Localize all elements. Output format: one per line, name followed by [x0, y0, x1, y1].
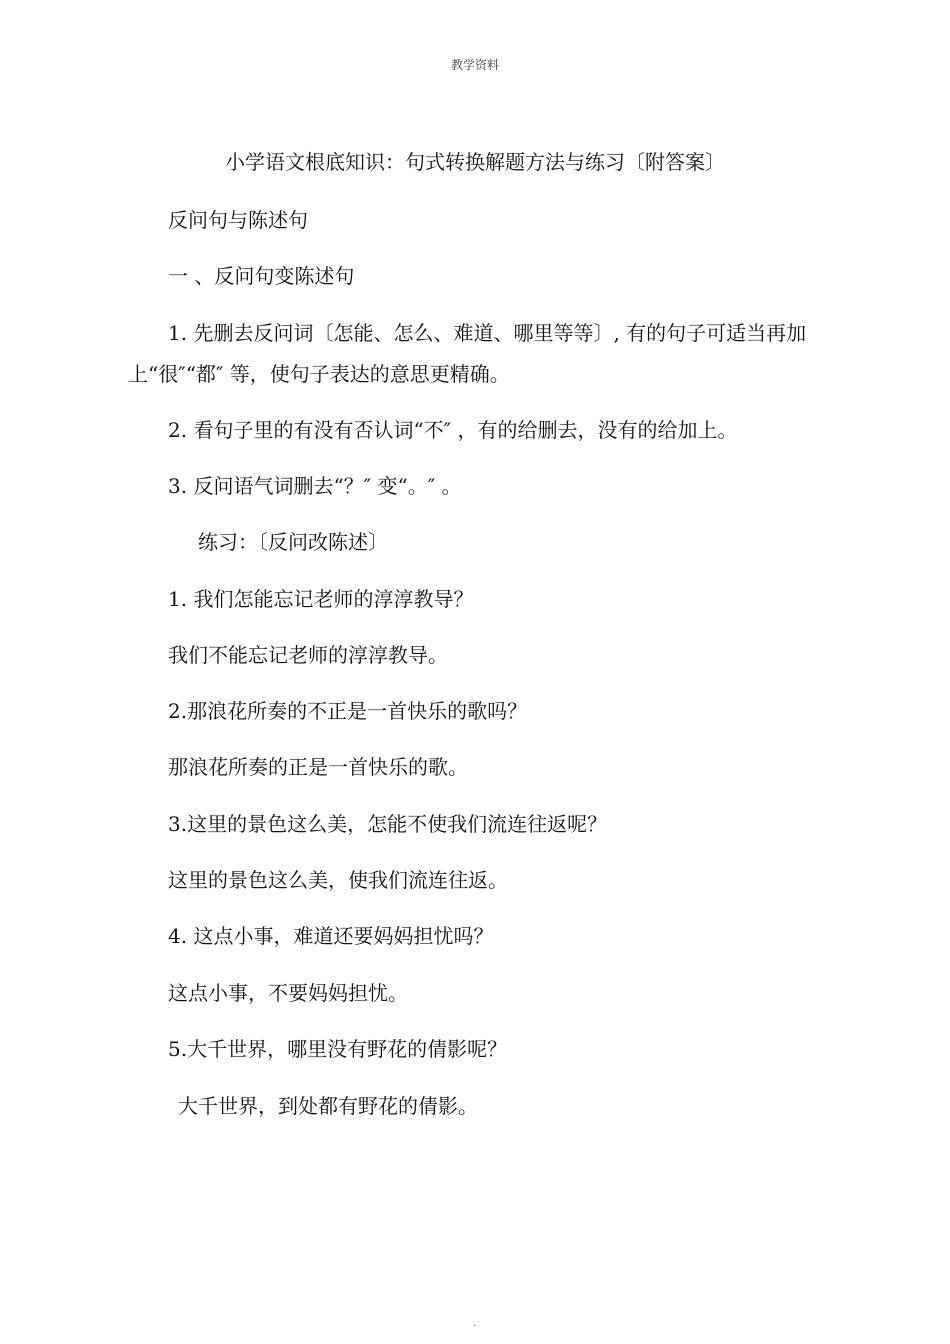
exercise-5-answer: 大千世界，到处都有野花的倩影。	[178, 1094, 478, 1118]
exercise-1-question: 1. 我们怎能忘记老师的淳淳教导？	[168, 587, 474, 611]
rule-1-line-1: 1. 先删去反问词〔怎能、怎么、难道、哪里等等〕, 有的句子可适当再加	[168, 321, 807, 345]
rule-1-line-2: 上“很″“都″ 等，使句子表达的意思更精确。	[128, 362, 510, 386]
exercise-2-question: 2.那浪花所奏的不正是一首快乐的歌吗？	[168, 699, 528, 723]
rule-2: 2. 看句子里的有没有否认词“不″ ，有的给删去，没有的给加上。	[168, 418, 738, 442]
exercise-2-answer: 那浪花所奏的正是一首快乐的歌。	[168, 755, 468, 779]
exercise-3-answer: 这里的景色这么美，使我们流连往返。	[168, 868, 508, 892]
exercise-3-question: 3.这里的景色这么美，怎能不使我们流连往返呢？	[168, 812, 608, 836]
exercise-4-question: 4. 这点小事，难道还要妈妈担忧吗？	[168, 924, 494, 948]
section-heading: 反问句与陈述句	[168, 208, 308, 232]
exercise-1-answer: 我们不能忘记老师的淳淳教导。	[168, 643, 448, 667]
page-header: 教学资料	[450, 58, 499, 72]
rule-3: 3. 反问语气词删去“？″ 变“。″ 。	[168, 474, 462, 498]
exercise-5-question: 5.大千世界，哪里没有野花的倩影呢？	[168, 1037, 508, 1061]
practice-label: 练习：〔反问改陈述〕	[198, 530, 388, 554]
exercise-4-answer: 这点小事，不要妈妈担忧。	[168, 981, 408, 1005]
document-title: 小学语文根底知识：句式转换解题方法与练习〔附答案〕	[225, 150, 725, 174]
subsection-heading: 一 、反问句变陈述句	[168, 264, 355, 288]
page-footer: .	[473, 1318, 477, 1329]
